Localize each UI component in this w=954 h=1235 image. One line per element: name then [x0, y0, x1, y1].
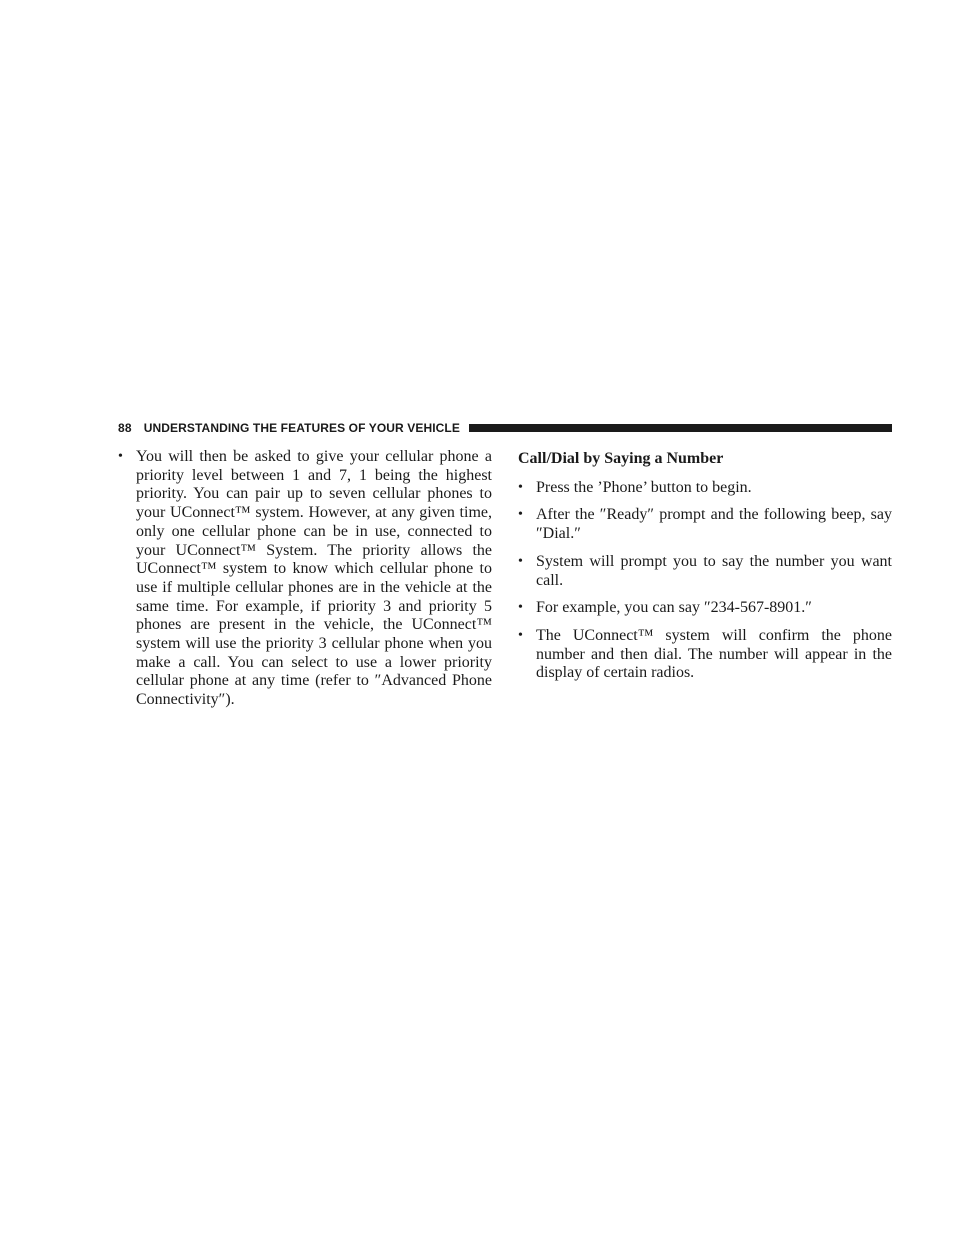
header-rule-bar — [469, 424, 892, 432]
bullet-icon: • — [518, 479, 523, 495]
list-item-text: Press the ’Phone’ button to begin. — [536, 478, 752, 496]
list-item-text: You will then be asked to give your cellular phone a priority level between 1 and 7, 1 being the highest priority. You can pair up to seven cellular phones to your UConnect™ system. However, at any given time, only one cellular phone can be in use, connected to your UConnect™ System. The priority allows the UConnect™ system to know which cellular phone to use if multiple cellular phones are in the vehicle at the same time. For example, if priority 3 and priority 5 phones are present in the vehicle, the UConnect™ system will use the priority 3 cellular phone when you make a call. You can select to use a lower priority cellular phone at any time (refer to ″Advanced Phone Connectivity″). — [136, 448, 492, 709]
bullet-icon: • — [518, 627, 523, 643]
page-header — [118, 420, 892, 436]
list-item — [518, 553, 892, 590]
list-item — [518, 479, 892, 498]
left-column — [118, 448, 492, 710]
list-item-text: The UConnect™ system will confirm the phone number and then dial. The number will appear in the display of certain radios. — [536, 626, 892, 682]
list-item-text: For example, you can say ″234-567-8901.″ — [536, 599, 812, 617]
bullet-icon: • — [118, 449, 123, 464]
bullet-icon: • — [518, 507, 523, 523]
list-item-text: After the ″Ready″ prompt and the following beep, say ″Dial.″ — [536, 506, 892, 543]
section-heading: Call/Dial by Saying a Number — [518, 450, 724, 467]
list-item — [518, 599, 892, 618]
page-number: 88 — [118, 421, 132, 435]
left-bullet-list — [118, 448, 492, 710]
bullet-icon: • — [518, 553, 523, 569]
right-column — [518, 448, 892, 683]
list-item — [518, 627, 892, 683]
list-item — [118, 448, 492, 710]
section-title: UNDERSTANDING THE FEATURES OF YOUR VEHICLE — [143, 421, 460, 435]
list-item-text: System will prompt you to say the number you want call. — [536, 552, 892, 589]
bullet-icon: • — [518, 600, 523, 616]
right-bullet-list — [518, 479, 892, 683]
list-item — [518, 506, 892, 543]
